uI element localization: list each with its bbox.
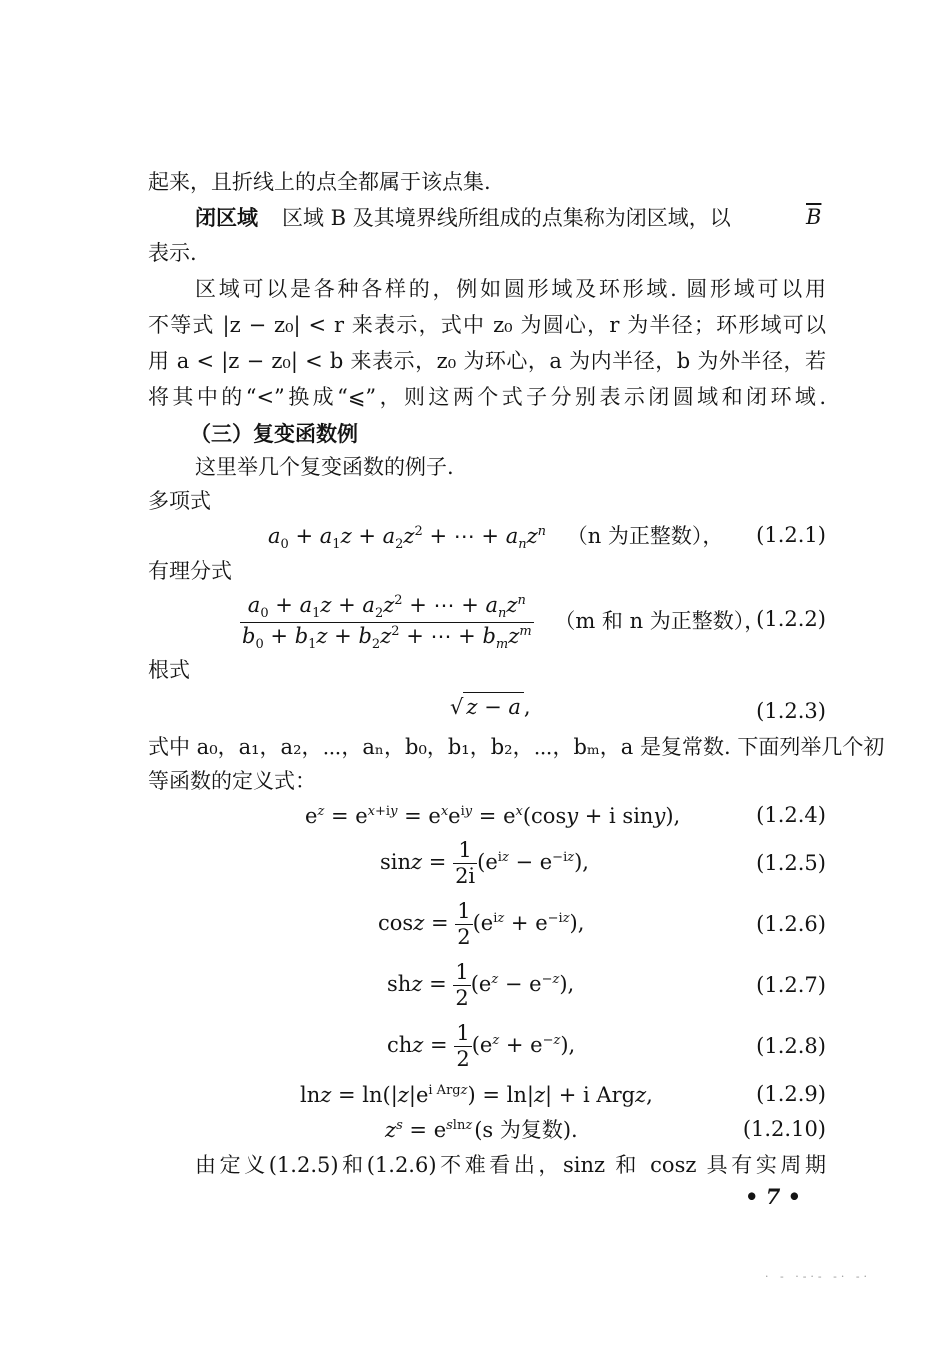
equation-number: (1.2.10) <box>742 1117 826 1141</box>
equation-cos: cosz = $\frac{1}{2}$ $(e^{iz} + e^{-iz})$, <box>378 899 585 949</box>
continued-line: 起来，且折线上的点全都属于该点集. <box>148 170 491 194</box>
paragraph-line: 由定义(1.2.5)和(1.2.6)不难看出，sinz 和 cosz 具有实周期 <box>195 1153 826 1177</box>
equation-number: (1.2.1) <box>756 523 826 547</box>
equation-ln: $\ln z = \ln(|z|e^{i Argz}) = \ln|z| + i$ Argz, <box>300 1083 653 1107</box>
equation-number: (1.2.5) <box>756 851 826 875</box>
paragraph-line: 将其中的“<”换成“⩽”，则这两个式子分别表示闭圆域和闭环域. <box>148 385 826 409</box>
equation-note: （n 为正整数）， <box>566 524 724 548</box>
closed-region-heading: 闭区域 <box>195 205 258 230</box>
intro-line: 这里举几个复变函数的例子. <box>195 455 454 479</box>
equation-note: （m 和 n 为正整数）， <box>554 609 766 634</box>
closed-region-text-end: 表示. <box>148 241 197 265</box>
closed-region-text: 区域 B 及其境界线所组成的点集称为闭区域，以 <box>282 206 731 230</box>
equation-number: (1.2.8) <box>756 1034 826 1058</box>
equation-number: (1.2.2) <box>756 607 826 631</box>
closed-region-symbol: $\overline{B}$ <box>806 205 822 229</box>
paragraph-line: 用 a < |z − z₀| < b 来表示，z₀ 为环心，a 为内半径，b 为外半径，若 <box>148 349 826 373</box>
paragraph-line: 区域可以是各种各样的，例如圆形域及环形域. 圆形域可以用 <box>195 277 826 301</box>
paragraph-line: 不等式 |z − z₀| < r 来表示，式中 z₀ 为圆心，r 为半径；环形域可以 <box>148 313 826 337</box>
scan-noise: · ‐ ·-·- -· -· <box>765 1270 872 1283</box>
paragraph-line: 等函数的定义式： <box>148 769 316 793</box>
closed-region-definition <box>195 207 731 229</box>
equation-exp: $e^z = e^{x+iy} = e^xe^{iy} = e^x(\cos y + i$ siny), <box>305 804 681 828</box>
page-number: • 7 • <box>745 1184 802 1209</box>
equation-number: (1.2.7) <box>756 973 826 997</box>
equation-ch: chz = $\frac{1}{2}$ $(e^z + e^{-z})$, <box>387 1021 576 1071</box>
equation-polynomial: $a_0 + a_1z + a_2z^2$ + ⋯ + $a_nz^n$ （n 为正整数）， <box>268 524 724 553</box>
rational-fraction: $\frac{a_0 + a_1z + a_2z^2 + \cdots + a_nz^n}{b_0 + b_1z + b_2z^2 + \cdots + b_mz^m}$ <box>242 593 532 653</box>
equation-number: (1.2.6) <box>756 912 826 936</box>
equation-number: (1.2.3) <box>756 699 826 723</box>
equation-rational <box>240 594 765 651</box>
paragraph-line: 式中 a₀，a₁，a₂，⋯，aₙ，b₀，b₁，b₂，⋯，bₘ，a 是复常数. 下面列举几个初 <box>148 735 885 759</box>
polynomial-label: 多项式 <box>148 489 211 513</box>
equation-power: $z^s = e^{slnz}(s$ 为复数). <box>385 1118 578 1142</box>
equation-note: (s 为复数). <box>474 1118 578 1142</box>
equation-sh: shz = $\frac{1}{2}$ $(e^z - e^{-z})$, <box>387 960 575 1010</box>
equation-number: (1.2.4) <box>756 803 826 827</box>
equation-number: (1.2.9) <box>756 1082 826 1106</box>
equation-sin: sinz = $\frac{1}{2i}$ $(e^{iz} - e^{-iz})$, <box>380 838 589 888</box>
equation-radical: √ z − a , <box>450 697 531 718</box>
radical-label: 根式 <box>148 658 190 682</box>
rational-label: 有理分式 <box>148 559 232 583</box>
section-heading: （三）复变函数例 <box>190 421 358 446</box>
